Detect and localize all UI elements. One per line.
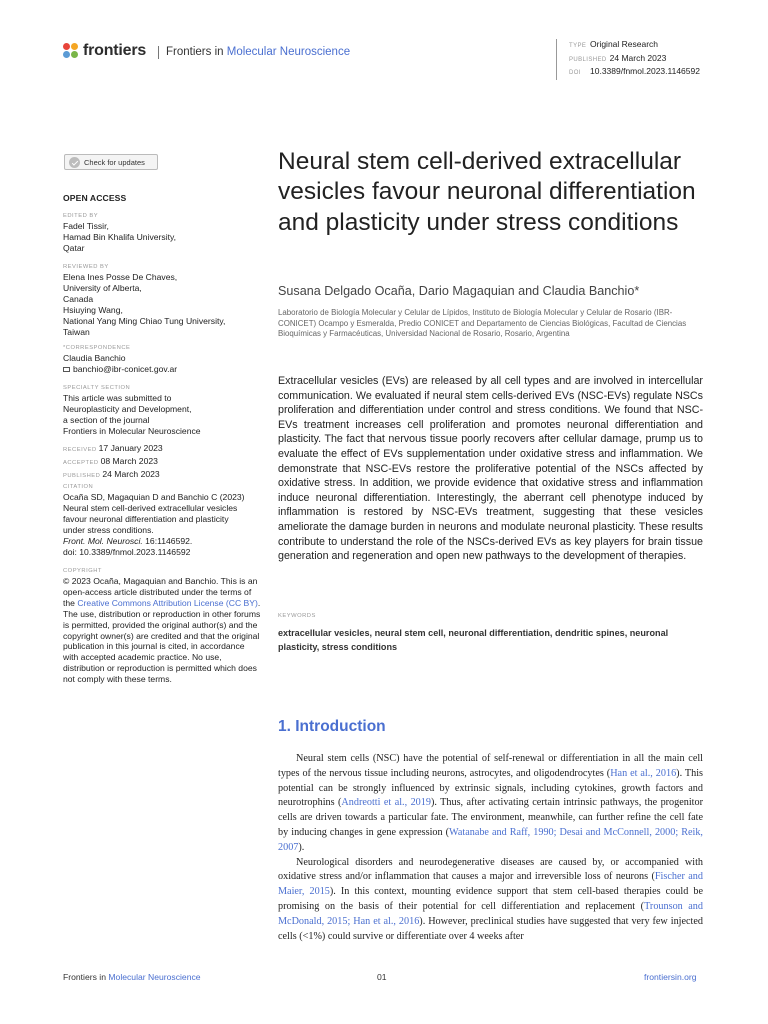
frontiers-logo[interactable] <box>63 42 146 60</box>
journal-name[interactable] <box>158 46 350 59</box>
check-icon <box>69 157 80 168</box>
cc-by-license-link[interactable]: Creative Commons Attribution License (CC BY) <box>77 597 258 608</box>
brand-name: frontiers <box>83 42 147 59</box>
journal-title: Molecular Neuroscience <box>226 46 351 58</box>
open-access-label: OPEN ACCESS <box>63 193 127 203</box>
citation-link[interactable]: Watanabe and Raff, 1990; Desai and McConnell, 2000; Reik, 2007 <box>278 826 703 853</box>
published-date: PUBLISHED 24 March 2023 <box>63 468 160 479</box>
meta-doi: DOI 10.3389/fnmol.2023.1146592 <box>569 66 700 76</box>
keywords: extracellular vesicles, neural stem cell, neuronal differentiation, dendritic spines, neuronal plasticity, stress conditions <box>278 628 669 652</box>
dates-section <box>63 443 259 482</box>
abstract: Extracellular vesicles (EVs) are released by all cell types and are involved in intercellular communication. We evaluated if neural stem cells-derived EVs (NSC-EVs) regulate NSCs proliferation and differentiation under control and stress conditions. We found that NSC-EVs treatment increases cell proliferation and promotes neuronal differentiation and plasticity. The fact that nervous tissue poorly recovers after cellular damage, prump us to evaluate the effect of EVs supplementation under oxidative stress and inflammation. We demonstrate that NSC-EVs restore the proliferative potential of the NSCs affected by oxidative stress. In addition, we provide evidence that oxidative stress and inflammation induce neuronal differentiation. Interestingly, the aberrant cell phenotype induced by inflammation is restored by NSC-EVs treatment, suggesting that these vesicles ameliorate the damage burden in neurons and modulate neuronal plasticity. These results contribute to understand the role of the NSCs-derived EVs as key players for brain tissue generation and regeneration and open new pathways to the development of therapies. <box>278 375 703 563</box>
accepted-date: ACCEPTED 08 March 2023 <box>63 455 158 466</box>
mail-icon <box>63 367 70 372</box>
copyright-section: COPYRIGHT © 2023 Ocaña, Magaquian and Banchio. This is an open-access article distributed under the terms of the Creative Commons Attribution License (CC BY). The use, distribution or reproduction in other forums is permitted, provided the original author(s) and the copyright owner(s) are credited and that the original publication in this journal is cited, in accordance with accepted academic practice. No use, distribution or reproduction is permitted which does not comply with these terms. <box>63 568 261 685</box>
footer-site-link[interactable]: frontiersin.org <box>644 972 697 982</box>
introduction-body <box>278 752 703 944</box>
paragraph: Neurological disorders and neurodegenerative diseases are caused by, or accompanied with oxidative stress and/or inflammation that causes a major and irreversible loss of neurons (Fischer and Maier, 2015). In this context, mounting evidence support that stem cell-based therapies could be promising on the basis of their potential for cell differentiation and replacement (Trounson and McDonald, 2015; Han et al., 2016). However, preclinical studies have suggested that very few injected cells (<1%) could survive or differentiate over 4 weeks after <box>278 856 703 942</box>
citation-link[interactable]: Fischer and Maier, 2015 <box>278 871 703 898</box>
paragraph: Neural stem cells (NSC) have the potential of self-renewal or differentiation in all the main cell types of the nervous tissue including neurons, astrocytes, and oligodendrocytes (Han et al., 2016). This potential can be strongly influenced by extrinsic signals, including cytokines, growth factors and neurotrophins (Andreotti et al., 2019). Thus, after activating certain intrinsic pathways, the progenitor cells are driven towards a particular fate. The environment, meanwhile, can further refine the cell fate by inducing changes in gene expression (Watanabe and Raff, 1990; Desai and McConnell, 2000; Reik, 2007). <box>278 753 703 853</box>
frontiers-logo-icon <box>63 43 79 59</box>
keywords-label: KEYWORDS <box>278 613 316 619</box>
reviewed-by-section: REVIEWED BY Elena Ines Posse De Chaves, University of Alberta, Canada Hsiuying Wang, National Yang Ming Chiao Tung University, Taiwan <box>63 264 226 337</box>
received-date: RECEIVED 17 January 2023 <box>63 443 163 453</box>
section-heading-introduction: 1. Introduction <box>278 718 386 735</box>
check-for-updates-button[interactable]: Check for updates <box>64 154 158 170</box>
meta-published: PUBLISHED 24 March 2023 <box>569 52 667 63</box>
affiliation: Laboratorio de Biología Molecular y Celular de Lípidos, Instituto de Biología Molecular y Celular de Rosario (IBR-CONICET) Ocampo y Esmeralda, Predio CONICET and Departamento de Ciencias Biológicas, Facultad de Ciencias Bioquímicas y Farmacéuticas, Universidad Nacional de Rosario, Rosario, Argentina <box>278 308 687 339</box>
email-link[interactable]: banchio@ibr-conicet.gov.ar <box>63 364 259 375</box>
article-meta <box>556 39 700 80</box>
citation-link[interactable]: Trounson and McDonald, 2015; Han et al., 2016 <box>278 900 703 927</box>
edited-by-section: EDITED BY Fadel Tissir, Hamad Bin Khalifa University, Qatar <box>63 213 177 253</box>
author-list[interactable]: Susana Delgado Ocaña, Dario Magaquian and Claudia Banchio* <box>278 284 640 298</box>
page-number: 01 <box>377 972 387 982</box>
meta-type: TYPE Original Research <box>569 39 659 49</box>
journal-prefix: Frontiers in <box>166 46 224 58</box>
specialty-section: SPECIALTY SECTION This article was submitted to Neuroplasticity and Development, a section of the journal Frontiers in Molecular Neuroscience <box>63 385 201 436</box>
footer-journal[interactable]: Frontiers in Molecular Neuroscience <box>63 972 201 982</box>
citation-section: CITATION Ocaña SD, Magaquian D and Banchio C (2023) Neural stem cell-derived extracellular vesicles favour neuronal differentiation and plasticity under stress conditions. Front. Mol. Neurosci. 16:1146592. doi: 10.3389/fnmol.2023.1146592 <box>63 484 245 557</box>
citation-link[interactable]: Andreotti et al., 2019 <box>341 797 431 809</box>
article-title: Neural stem cell-derived extracellular vesicles favour neuronal differentiation and plasticity under stress conditions <box>278 148 696 236</box>
correspondence-section: *CORRESPONDENCE Claudia Banchio banchio@ibr-conicet.gov.ar <box>63 343 259 375</box>
citation-link[interactable]: Han et al., 2016 <box>610 767 677 779</box>
